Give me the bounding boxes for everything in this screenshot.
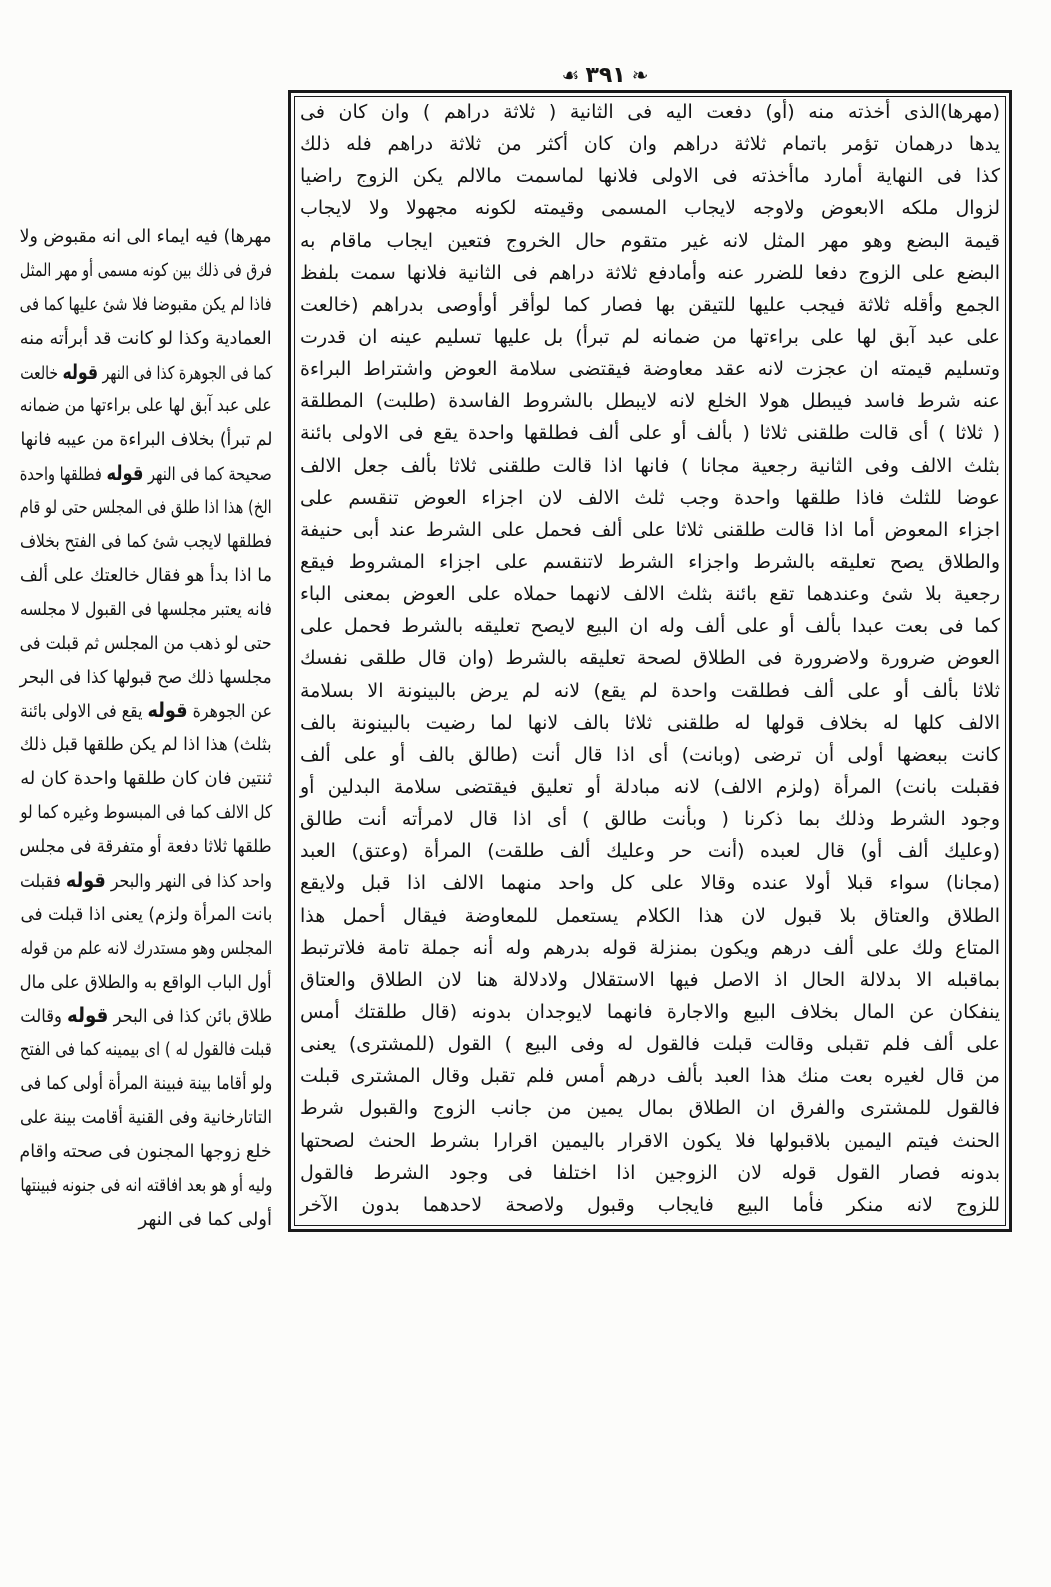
main-text-line: كذا فى النهاية أمارد ماأخذته فى الاولى فلانها لماسمت مالالم يكن الزوج راضيا [300, 165, 1000, 188]
margin-text-line: بثلث) هذا اذا لم يكن طلقها قبل ذلك [20, 734, 272, 756]
main-text-line: الطلاق والعتاق بلا قبول لان هذا الكلام يستعمل للمعاوضة فيقال أحمل هذا [300, 904, 1000, 927]
main-text-line: الالف كلها له بخلاف قولها له طلقنى ثلاثا بالف لانها لما رضيت بالبينونة بالف [300, 711, 1000, 734]
main-text-line: ( ثلاثا ) أى قالت طلقنى ثلاثا ( بألف أو على ألف فطلقها واحدة يقع فى الاولى بائنة [300, 422, 1000, 445]
main-text-line: عنه شرط فاسد فيبطل هولا الخلع لانه لايبطل بالشروط الفاسدة (طلبت) المطلقة [300, 390, 1000, 413]
margin-text-line: المجلس وهو مستدرك لانه علم من قوله [20, 937, 272, 959]
margin-text-line: التاتارخانية وفى القنية أقامت بينة على [20, 1107, 272, 1129]
margin-text-line: مجلسها ذلك صح قبولها كذا فى البحر [20, 666, 272, 688]
margin-commentary-column [20, 220, 272, 1237]
margin-text-line: فطلقها لايجب شئ كما فى الفتح بخلاف [20, 531, 272, 553]
margin-text-line: واحد كذا فى النهر والبحر قوله فقبلت [20, 867, 272, 892]
main-text-line: رجعية بلا شئ وعندهما تقع بائنة بثلث الالف لانهما حملاه على العوض بمعنى الباء [300, 583, 1000, 606]
main-text-line: بماقبله الا بدلالة الحال اذ الاصل فيها الاستقلال ولادلالة هنا لان الطلاق والعتاق [300, 968, 1000, 991]
margin-text-line: مهرها) فيه ايماء الى انه مقبوض ولا [20, 226, 272, 247]
margin-text-line: ثنتين فان كان طلقها واحدة كان له [20, 768, 272, 790]
margin-text-line: قبلت فالقول له ) اى بيمينه كما فى الفتح [20, 1039, 272, 1061]
main-text-line: للزوج لانه منكر فأما البيع فايجاب وقبول ولاصحة لاحدهما بدون الآخر [300, 1193, 1000, 1216]
commentary-keyword: قوله [66, 1003, 109, 1028]
ornament-left-icon: ☙ [561, 63, 580, 87]
margin-text-line: طلاق بائن كذا فى البحر قوله وقالت [20, 1003, 272, 1028]
margin-text-line: أولى كما فى النهر [138, 1208, 272, 1230]
main-text-line: على ألف فلم تقبلى وقالت قبلت فالقول له وفى البيع ) القول (للمشترى) يعنى [300, 1033, 1000, 1056]
main-text-line: لزوال ملكه الابعوض ولاوجه لايجاب المسمى وقيمته لكونه مجهولا ولا لايجاب [300, 197, 1000, 220]
margin-text-line: عن الجوهرة قوله يقع فى الاولى بائنة [20, 698, 272, 723]
margin-text-line: حتى لو ذهب من المجلس ثم قبلت فى [20, 632, 272, 654]
margin-text-line: فانه يعتبر مجلسها فى القبول لا مجلسه [20, 598, 272, 620]
commentary-keyword: قوله [106, 461, 144, 486]
main-text-line: عوضا للثلث فاذا طلقها واحدة وجب ثلث الالف لان اجزاء العوض تنقسم على [300, 486, 1000, 509]
main-text-line: ثلاثا بألف أو على ألف فطلقت واحدة لم يقع) لانه لم يرض بالبينونة الا بسلامة [300, 679, 1000, 702]
margin-text-line: على عبد آبق لها على براءتها من ضمانه [20, 395, 272, 417]
main-text-line: فقبلت بانت) المرأة (ولزم الالف) لانه مبادلة أو تعليق فيقتضى سلامة البدلين أو [300, 775, 1000, 798]
margin-text-line: لم تبرأ) بخلاف البراءة من عيبه فانها [20, 429, 272, 451]
margin-text-line: كل الالف كما فى المبسوط وغيره كما لو [20, 802, 272, 824]
main-text-line: على عبد آبق لها على براءتها من ضمانه لم تبرأ) بل عليها تسليم عينه ان قدرت [300, 325, 1000, 348]
margin-text-line: العمادية وكذا لو كانت قد أبرأته منه [20, 327, 272, 349]
main-text-line: بدونه فصار القول قوله لان الزوجين اذا اختلفا فى وجود الشرط فالقول [300, 1161, 1000, 1184]
margin-text-line: ولو أقاما بينة فبينة المرأة أولى كما فى [20, 1073, 272, 1095]
margin-text-line: أول الباب الواقع به والطلاق على مال [20, 971, 272, 993]
main-text-line: وجود الشرط وذلك بما ذكرنا ( وبأنت طالق ) أى اذا قال لامرأته أنت طالق [300, 808, 1000, 831]
main-text-line: ينفكان عن المال بخلاف البيع والاجارة فانهما لايوجدان بدونه (قال طلقتك أمس [300, 1000, 1000, 1023]
margin-text-line: ما اذا بدأ هو فقال خالعتك على ألف [20, 564, 272, 586]
main-text-line: والطلاق يصح تعليقه بالشرط واجزاء الشرط لاتنقسم على اجزاء المشروط فيقع [300, 550, 1000, 573]
commentary-keyword: قوله [62, 359, 98, 384]
main-text-line: كما فى بعت عبدا بألف أو على ألف وله ان البيع لايصح تعليقه بالشرط فحمل على [300, 615, 1000, 638]
main-text-line: اجزاء المعوض أما اذا قالت طلقنى ثلاثا على ألف فحمل على الشرط عند أبى حنيفة [300, 518, 1000, 541]
margin-text-line: خلع زوجها المجنون فى صحته واقام [20, 1141, 272, 1163]
main-text-line: بثلث الالف وفى الثانية رجعية مجانا ) فانها اذا قالت طلقنى ثلاثا بألف جعل الالف [300, 454, 1000, 477]
page-number: ۳۹۱ [585, 62, 626, 88]
commentary-keyword: قوله [147, 698, 188, 723]
margin-text-line: الخ) هذا اذا طلق فى المجلس حتى لو قام [20, 497, 272, 519]
margin-text-line: فرق فى ذلك بين كونه مسمى أو مهر المثل [20, 259, 272, 281]
commentary-keyword: قوله [65, 867, 106, 892]
ornament-right-icon: ❧ [631, 63, 649, 87]
main-text-column [300, 96, 1000, 1221]
main-text-line: وتسليم قيمته ان عجزت لانه عقد معاوضة فيقتضى سلامة العوض واشتراط البراءة [300, 358, 1000, 381]
margin-text-line: فاذا لم يكن مقبوضا فلا شئ عليها كما فى [20, 293, 272, 315]
margin-text-line: بانت المرأة ولزم) يعنى اذا قبلت فى [20, 903, 272, 925]
main-text-line: كانت ببعضها أولى أن ترضى (وبانت) أى اذا قال أنت (طالق بالف أو على ألف [300, 743, 1000, 766]
margin-text-line: طلقها ثلاثا دفعة أو متفرقة فى مجلس [19, 836, 272, 858]
main-text-line: العوض ضرورة ولاضرورة فى الطلاق لصحة تعليقه بالشرط (وان قال طلقى نفسك [300, 647, 1000, 670]
main-text-line: (مجانا) سواء قبلا أولا عنده وقالا على كل واحد منهما الالف اذا قبل ولايقع [300, 872, 1000, 895]
main-text-line: البضع على الزوج دفعا للضرر عنه وأمادفع ثلاثة دراهم فى الثانية فلانها سمت بلفظ [300, 261, 1000, 284]
main-text-line: الجمع وأقله ثلاثة فيجب عليها للتيقن بها فصار كما لوأقر أوأوصى بدراهم (خالعت [300, 293, 1000, 316]
main-text-line: من قال لغيره بعت منك هذا العبد بألف درهم أمس فلم تقبل وقال المشترى قبلت [300, 1065, 1000, 1088]
main-text-line: فالقول للمشترى والفرق ان الطلاق بمال يمين من جانب الزوج والقبول شرط [300, 1097, 1000, 1120]
main-text-line: المتاع ولك على ألف درهم ويكون بمنزلة قوله بدرهم وله أنه جملة تامة فلاترتبط [300, 936, 1000, 959]
margin-text-line: صحيحة كما فى النهر قوله فطلقها واحدة [20, 461, 272, 486]
margin-text-line: كما فى الجوهرة كذا فى النهر قوله خالعت [19, 359, 273, 384]
main-text-line: قيمة البضع وهو مهر المثل لانه غير متقوم حال الخروج فتعين ايجاب ماقام به [300, 229, 1000, 252]
main-text-line: (مهرها)الذى أخذته منه (أو) دفعت اليه فى الثانية ( ثلاثة دراهم ) وان كان فى [300, 101, 1000, 123]
main-text-line: (وعليك ألف أو) قال لعبده (أنت حر وعليك ألف طلقت) المرأة (وعتق) العبد [300, 840, 1000, 863]
main-text-line: الحنث فيتم اليمين بلاقبولها فلا يكون الاقرار باليمين اقرارا بشرط الحنث لصحتها [300, 1129, 1000, 1152]
page-header [545, 58, 665, 92]
main-text-line: يدها درهمان تؤمر باتمام ثلاثة دراهم وان كان أكثر من ثلاثة دراهم فله ذلك [300, 133, 1000, 156]
margin-text-line: وليه أو هو بعد افاقته انه فى جنونه فبينتها [20, 1174, 272, 1196]
